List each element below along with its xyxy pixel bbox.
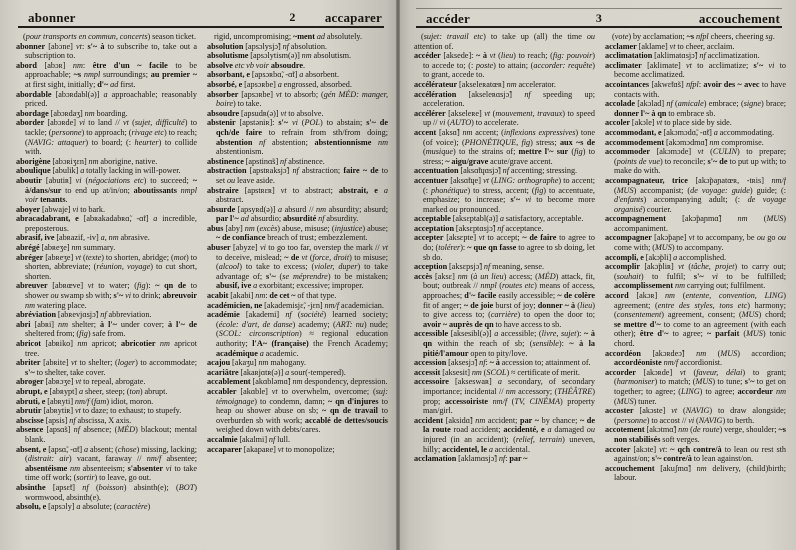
dictionary-entry: acabit [akabi] nm: de cet ~ of that type.: [207, 291, 337, 301]
dictionary-entry: abordable [abɔʀdabl(ə)] a approachable; reasonably priced.: [16, 89, 197, 109]
dictionary-entry: abréviation [abʀevjɑsjɔ̃] nf abbreviation.: [16, 310, 152, 320]
dictionary-entry: académicien, ne [akademisjɛ̃, -jɛn] nm/f academician.: [207, 300, 384, 310]
dictionary-entry: aboutir [abutiʀ] vi (négociations etc) to succeed; ~ à/dans/sur to end up at/in/on; aboutissants nmpl voir tenants.: [16, 175, 197, 205]
dictionary-entry: abricot [abʀiko] nm apricot; abricotier nm apricot tree.: [16, 339, 197, 358]
text-column-4: [605, 32, 786, 546]
dictionary-entry: absolu, e [apsɔly] a absolute; (caractère): [16, 502, 151, 512]
dictionary-entry: abréger [abʀeʒe] vt (texte) to shorten, abridge; (mot) to shorten, abbreviate; (réunion, voyage) to cut short, shorten.: [16, 252, 197, 281]
dictionary-entry: accompli, e [akɔ̃pli] a accomplished.: [605, 252, 727, 262]
dictionary-entry: aborder [abɔʀde] vi to land // vt (sujet, difficulté) to tackle; (personne) to approach; (rivage etc) to reach; (NAVIG: attaquer) to board; (: heurter) to collide with.: [16, 118, 197, 157]
dictionary-entry: accotement [akɔtmɑ̃] nm (de route) verge, shoulder; ~s non stabilisés soft verges.: [605, 425, 786, 444]
dictionary-entry: abscisse [apsis] nf abscissa, X axis.: [16, 415, 132, 425]
dictionary-entry: accessible [aksesibl(ə)] a accessible; (livre, sujet): ~ à qn within the reach of sb; (sensible): ~ à la pitié/l'amour open to pity/love.: [414, 329, 595, 358]
dictionary-entry: abrégé [abʀeʒe] nm summary.: [16, 243, 116, 253]
dictionary-entry: accoler [akɔle] vt to place side by side.: [605, 118, 732, 128]
dictionary-entry: acceptable [aksɛptabl(ə)] a satisfactory, acceptable.: [414, 214, 584, 224]
right-page-body: [408, 32, 788, 546]
dictionary-entry: accident [aksidɑ̃] nm accident; par ~ by chance; ~ de la route road accident; accidenté, e a damaged ou injured (in an accident); (relief, terrain) uneven, hilly; accidentel, le a accidental.: [414, 415, 595, 454]
dictionary-entry: absolve etc vb voir absoudre.: [207, 60, 306, 70]
dictionary-entry: aboulique [abulik] a totally lacking in will-power.: [16, 166, 181, 176]
left-page-body: [10, 32, 390, 546]
dictionary-entry: absorber [apsɔʀbe] vt to absorb; (gén MÉD: manger, boire) to take.: [207, 89, 388, 109]
dictionary-entry: accompagnateur, trice [akɔ̃paɲatœʀ, -tʀis] nm/f (MUS) accompanist; (de voyage: guide) guide; (: d'enfants) accompanying adult; (: de voyage organisé) courier.: [605, 175, 786, 214]
guide-word-last: accouchement: [698, 11, 780, 26]
dictionary-entry: abus [aby] nm (excès) abuse, misuse; (injustice) abuse; ~ de confiance breach of trust; embezzlement.: [207, 223, 388, 243]
text-column-2: [207, 32, 388, 546]
guide-word-last: accaparer: [324, 10, 382, 25]
dictionary-entry: abracadabrant, e [abʀakadabʀɑ̃, -ɑ̃t] a incredible, preposterous.: [16, 214, 197, 233]
dictionary-entry: rigid, uncompromising; ~ment ad absolutely.: [214, 32, 363, 41]
dictionary-entry: accéder [aksede]: ~ à vt (lieu) to reach; (fig: pouvoir) to accede to; (: poste) to attain; (accorder: requête) to grant, accede to.: [414, 51, 595, 80]
dictionary-entry: abord [abɔʀ] nm: être d'un ~ facile to be approachable; ~s nmpl surroundings; au premier ~ at first sight, initially; d'~ ad first.: [16, 60, 197, 89]
dictionary-entry: abstinence [apstinɑ̃s] nf abstinence.: [207, 156, 325, 166]
dictionary-entry: accessoire [akseswaʀ] a secondary, of secondary importance; incidental // nm accessory; (THÉÂTRE) prop; accessoiriste nm/f (TV, CINÉMA) property man/girl.: [414, 377, 595, 416]
dictionary-entry: absolutisme [apsɔlytism(ə)] nm absolutism.: [207, 51, 352, 61]
dictionary-entry: accélérateur [akseleʀatœʀ] nm accelerator.: [414, 79, 556, 89]
dictionary-entry: accord [akɔʀ] nm (entente, convention, LING) agreement; (entre des styles, tons etc) harmony; (consentement) agreement, consent; (MUS) chord; se mettre d'~ to come to an agreement (with each other); être d'~ to agree; ~ parfait (MUS) tonic chord.: [605, 291, 786, 348]
text-column-3: [414, 32, 595, 546]
dictionary-entry: accoter [akɔte] vt: ~ qch contre/à to lean ou rest sth against/on; s'~ contre/à to lean against/on.: [605, 444, 786, 464]
dictionary-entry: accession [aksesjɔ̃] nf: ~ à accession to; attainment of.: [414, 358, 591, 368]
dictionary-entry: acclimatation [aklimatɑsjɔ̃] nf acclimatization.: [605, 51, 760, 61]
dictionary-entry: (pour transports en commun, concerts) season ticket.: [23, 32, 196, 41]
dictionary-entry: abruti, e [abʀyti] nm/f (fam) idiot, moron.: [16, 396, 154, 406]
right-page-header: [416, 8, 782, 28]
dictionary-entry: accordéon [akɔʀdeɔ̃] nm (MUS) accordion; accordéoniste nm/f accordionist.: [605, 348, 786, 368]
dictionary-entry: absolution [apsɔlysjɔ̃] nf absolution.: [207, 41, 327, 51]
dictionary-entry: accolade [akɔlad] nf (amicale) embrace; (signe) brace; donner l'~ à qn to embrace sb.: [605, 99, 786, 118]
dictionary-entry: accaparer [akapaʀe] vt to monopolize;: [207, 444, 335, 454]
dictionary-entry: (vote) by acclamation; ~s nfpl cheers, cheering sg.: [612, 32, 775, 41]
dictionary-entry: abordage [abɔʀdaʒ] nm boarding.: [16, 108, 128, 118]
dictionary-entry: accessit [aksesit] nm (SCOL) ≈ certificate of merit.: [414, 367, 580, 377]
dictionary-entry: aborigène [abɔʀiʒɛn] nm aborigine, native.: [16, 156, 158, 166]
dictionary-entry: accointances [akwɛ̃tɑ̃s] nfpl: avoir des ~ avec to have contacts with.: [605, 79, 786, 99]
dictionary-entry: abroger [abʀɔʒe] vt to repeal, abrogate.: [16, 377, 146, 387]
dictionary-entry: accommodant, e [akɔmɔdɑ̃, -ɑ̃t] a accommodating.: [605, 127, 775, 137]
dictionary-entry: abreuver [abʀœve] vt to water; (fig): ~ qn de to shower ou swamp sb with; s'~ vi to drink; abreuvoir nm watering place.: [16, 281, 197, 310]
dictionary-entry: accélération [akseleʀɑsjɔ̃] nf speeding up; acceleration.: [414, 89, 595, 109]
page-number: 3: [595, 11, 603, 25]
dictionary-entry: acception [aksɛpsjɔ̃] nf meaning, sense.: [414, 262, 544, 272]
dictionary-entry: abstraire [apstʀɛʀ] vt to abstract; abstrait, e a abstract.: [207, 185, 388, 205]
dictionary-entry: accès [aksɛ] nm (à un lieu) access; (MÉD) attack, fit, bout; outbreak // nmpl (routes etc) means of access, approaches; d'~ facile easily accessible; ~ de colère fit of anger; ~ de joie burst of joy; donner ~ à (lieu) to give access to; (carrière) to open the door to; avoir ~ auprès de qn to have access to sb.: [414, 271, 595, 329]
dictionary-entry: abrupt, e [abʀypt] a sheer, steep; (ton) abrupt.: [16, 386, 168, 396]
dictionary-entry: aboyer [abwaje] vi to bark.: [16, 204, 106, 214]
dictionary-entry: accentuation [aksɑ̃tɥɑsjɔ̃] nf accenting; stressing.: [414, 166, 578, 176]
text-column-1: [16, 32, 197, 546]
right-page: [398, 0, 796, 550]
dictionary-entry: accompagnement [akɔ̃paɲmɑ̃] nm (MUS) accompaniment.: [605, 214, 786, 233]
dictionary-entry: acceptation [aksɛptɑsjɔ̃] nf acceptance.: [414, 223, 544, 233]
guide-word-first: accéder: [426, 11, 470, 26]
left-page-header: [18, 8, 384, 28]
dictionary-entry: acclimater [aklimate] vt to acclimatize; s'~ vi to become acclimatized.: [605, 60, 786, 80]
dictionary-entry: absent, e [apsɑ̃, -ɑ̃t] a absent; (chose) missing, lacking; (distrait: air) vacant, faraway // nm/f absentee; absentéisme nm absenteeism; s'absenter vi to take time off work; (sortir) to leave, go out.: [16, 444, 197, 483]
dictionary-entry: absorbant, e [apsɔʀbɑ̃, -ɑ̃t] a absorbent.: [207, 70, 340, 80]
dictionary-entry: acajou [akaʒu] nm mahogany.: [207, 358, 306, 368]
dictionary-entry: absinthe [apsɛ̃t] nf (boisson) absinth(e); (BOT) wormwood, absinth(e).: [16, 482, 197, 502]
dictionary-entry: abonner [abɔne] vt: s'~ à to subscribe to, take out a subscription to.: [16, 41, 197, 61]
dictionary-entry: acclamer [aklame] vt to cheer, acclaim.: [605, 41, 735, 51]
dictionary-entry: accouchement [akuʃmɑ̃] nm delivery, (child)birth; labour.: [605, 463, 786, 483]
dictionary-entry: accalmie [akalmi] nf lull.: [207, 434, 291, 444]
dictionary-entry: accent [aksɑ̃] nm accent; (inflexions expressives) tone (of voice); (PHONÉTIQUE, fig) stress; aux ~s de (musique) to the strains of; mettre l'~ sur (fig) to stress; ~ aigu/grave acute/grave accent.: [414, 127, 595, 166]
guide-word-first: abonner: [28, 10, 76, 25]
dictionary-entry: abriter [abʀite] vt to shelter; (loger) to accommodate; s'~ to shelter, take cover.: [16, 358, 197, 377]
dictionary-entry: accoster [akɔste] vt (NAVIG) to draw alongside; (personne) to accost // vi (NAVIG) to berth.: [605, 406, 786, 425]
dictionary-entry: accepter [aksɛpte] vt to accept; ~ de faire to agree to do; (tolérer): ~ que qn fasse to agree to sb doing, let sb do.: [414, 233, 595, 262]
dictionary-entry: abuser [abyze] vi to go too far, overstep the mark // vt to deceive, mislead; ~ de vt (force, droit) to misuse; (alcool) to take to excess; (violer, duper) to take advantage of; s'~ (se méprendre) to be mistaken; abusif, ive a exorbitant; excessive; improper.: [207, 243, 388, 291]
dictionary-entry: accomplir [akɔ̃pliʀ] vt (tâche, projet) to carry out; (souhait) to fulfil; s'~ vi to be fulfilled; accomplissement nm carrying out; fulfilment.: [605, 262, 786, 291]
dictionary-entry: absence [apsɑ̃s] nf absence; (MÉD) blackout; mental blank.: [16, 425, 197, 444]
dictionary-entry: abri [abʀi] nm shelter; à l'~ under cover; à l'~ de sheltered from; (fig) safe from.: [16, 319, 197, 339]
page-number: 2: [289, 10, 296, 24]
dictionary-entry: accentuer [aksɑ̃tɥe] vt (LING: orthographe) to accent; (: phonétique) to stress, accent; (fig) to accentuate, emphasize; to increase; s'~ vi to become more marked ou pronounced.: [414, 175, 595, 214]
dictionary-entry: accablement [akɑbləmɑ̃] nm despondency, depression.: [207, 377, 388, 387]
dictionary-entry: accommoder [akɔmɔde] vt (CULIN) to prepare; (points de vue) to reconcile; s'~ de to put up with; to make do with.: [605, 147, 786, 176]
dictionary-entry: accommodement [akɔmɔdmɑ̃] nm compromise.: [605, 137, 764, 147]
dictionary-entry: accélérer [akseleʀe] vt (mouvement, travaux) to speed up // vi (AUTO) to accelerate.: [414, 108, 595, 128]
dictionary-entry: abrasif, ive [abʀazif, -iv] a, nm abrasive.: [16, 233, 150, 243]
dictionary-entry: accompagner [akɔ̃paɲe] vt to accompany, be ou go ou come with; (MUS) to accompany.: [605, 233, 786, 253]
dictionary-entry: acclamation [aklamɑsjɔ̃] nf: par ~: [414, 454, 528, 464]
dictionary-entry: (sujet: travail etc) to take up (all) the time ou attention of.: [414, 32, 595, 51]
dictionary-entry: accorder [akɔʀde] vt (faveur, délai) to grant; (harmoniser) to match; (MUS) to tune; s'~ to get on together; to agree; (LING) to agree; accordeur nm (MUS) tuner.: [605, 367, 786, 406]
dictionary-entry: abstenir [apstəniʀ]: s'~ vi (POL) to abstain; s'~ de qch/de faire to refrain from sth/from doing; abstention nf abstention; abstentionnisme nm abstentionism.: [207, 118, 388, 157]
dictionary-entry: absurde [apsyʀd(ə)] a absurd // nm absurdity; absurd; par l'~ ad absurdio; absurdité nf absurdity.: [207, 204, 388, 224]
dictionary-entry: absorbé, e [apsɔʀbe] a engrossed, absorbed.: [207, 79, 352, 89]
dictionary-entry: acariâtre [akaʀjɑtʀ(ə)] a sour(-tempered).: [207, 367, 346, 377]
dictionary-entry: abstraction [apstʀaksjɔ̃] nf abstraction; faire ~ de to set ou leave aside.: [207, 166, 388, 185]
dictionary-entry: absoudre [apsudʀ(ə)] vt to absolve.: [207, 108, 324, 118]
dictionary-entry: académie [akademi] nf (société) learned society; (école: d'art, de danse) academy; (ART: nu) nude; (SCOL: circonscription) ≈ regional education authority; l'A~ (française) the French Academy; académique a academic.: [207, 310, 388, 358]
dictionary-entry: accabler [akɑble] vt to overwhelm, overcome; (suj: témoignage) to condemn, damn; ~ qn d'injures to heap ou shower abuse on sb; ~ qn de travail to overburden sb with work; accablé de dettes/soucis weighed down with debts/cares.: [207, 386, 388, 435]
dictionary-entry: abrutir [abʀytiʀ] vt to daze; to exhaust; to stupefy.: [16, 406, 182, 416]
